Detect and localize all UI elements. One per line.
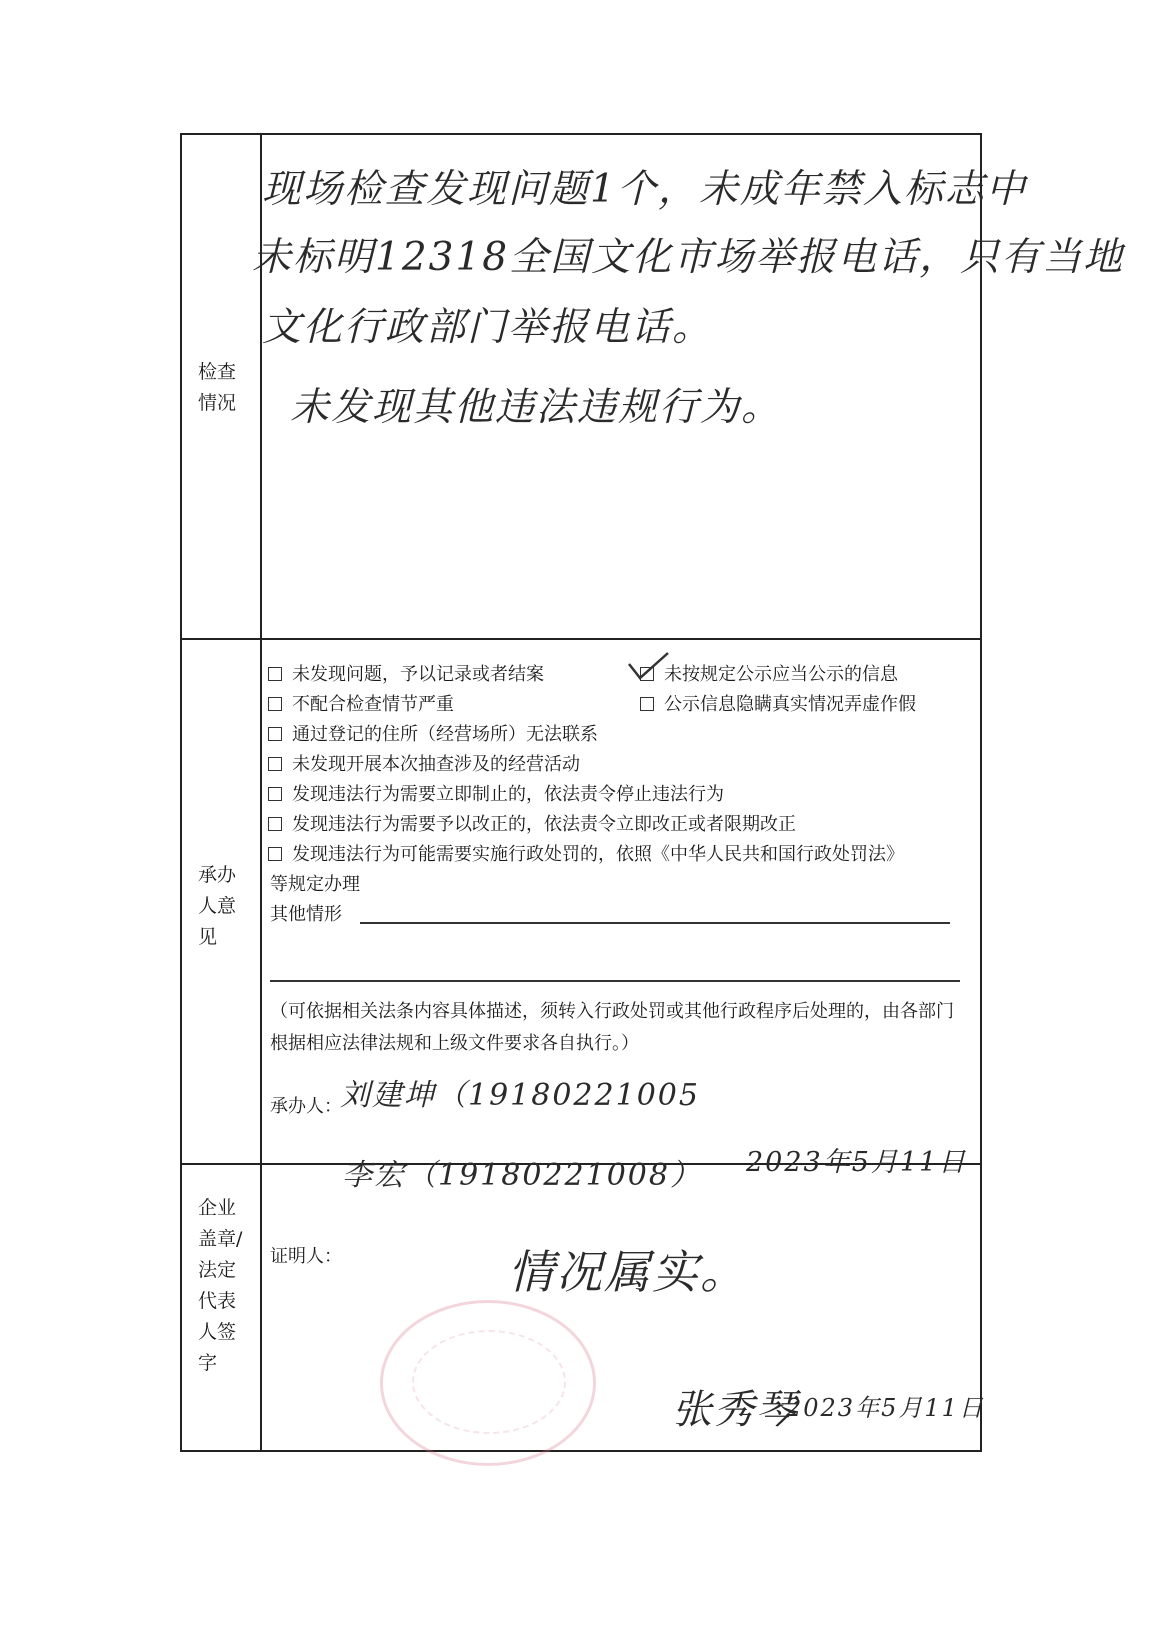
option-9[interactable]: 发现违法行为可能需要实施行政处罚的，依照《中华人民共和国行政处罚法》 (268, 840, 904, 866)
other-underline (360, 922, 950, 924)
inspection-note-3: 文化行政部门举报电话。 (262, 305, 714, 350)
checkbox[interactable] (268, 697, 282, 711)
witness-text: 情况属实。 (508, 1245, 748, 1299)
other-underline-2 (270, 980, 960, 982)
seal-label: 企业盖章/法定代表人签字 (198, 1197, 243, 1374)
option-5[interactable]: 通过登记的住所（经营场所）无法联系 (268, 720, 598, 746)
inspection-label: 检查情况 (198, 361, 237, 414)
option-3[interactable]: 不配合检查情节严重 (268, 690, 454, 716)
inspection-note-1: 现场检查发现问题1个，未成年禁入标志中 (262, 167, 1027, 212)
instruction-note: （可依据相关法条内容具体描述，须转入行政处罚或其他行政程序后处理的，由各部门根据相应法律法规和上级文件要求各自执行。） (270, 1001, 954, 1054)
handler-1: 刘建坤（19180221005 (340, 1078, 700, 1113)
signer-signature: 张秀琴 (672, 1387, 798, 1433)
checkbox[interactable] (640, 697, 654, 711)
official-seal-inner (412, 1330, 566, 1434)
other-label: 其他情形 (270, 904, 342, 925)
signer-date: 2023年5月11日 (786, 1394, 985, 1422)
opinion-label: 承办人意见 (198, 864, 237, 948)
option-7[interactable]: 发现违法行为需要立即制止的，依法责令停止违法行为 (268, 780, 724, 806)
option-4[interactable]: 公示信息隐瞒真实情况弄虚作假 (640, 690, 916, 716)
witness-label: 证明人： (270, 1246, 342, 1267)
option-2[interactable]: 未按规定公示应当公示的信息 (640, 660, 898, 686)
option-1[interactable]: 未发现问题，予以记录或者结案 (268, 660, 544, 686)
handler-label: 承办人： (270, 1096, 342, 1117)
inspection-note-2: 未标明12318全国文化市场举报电话，只有当地 (252, 235, 1125, 280)
checkbox[interactable] (268, 727, 282, 741)
option-8[interactable]: 发现违法行为需要予以改正的，依法责令立即改正或者限期改正 (268, 810, 796, 836)
checkbox[interactable] (268, 787, 282, 801)
option-6[interactable]: 未发现开展本次抽查涉及的经营活动 (268, 750, 580, 776)
check-mark-icon (626, 650, 672, 682)
row-divider (182, 638, 980, 640)
inspection-note-4: 未发现其他违法违规行为。 (290, 385, 783, 430)
checkbox[interactable] (268, 667, 282, 681)
handler-2: 李宏（19180221008） (342, 1158, 702, 1193)
option-continuation: 等规定办理 (270, 874, 360, 895)
checkbox[interactable] (268, 817, 282, 831)
checkbox[interactable] (268, 847, 282, 861)
handler-date: 2023年5月11日 (746, 1147, 968, 1178)
checkbox[interactable] (268, 757, 282, 771)
